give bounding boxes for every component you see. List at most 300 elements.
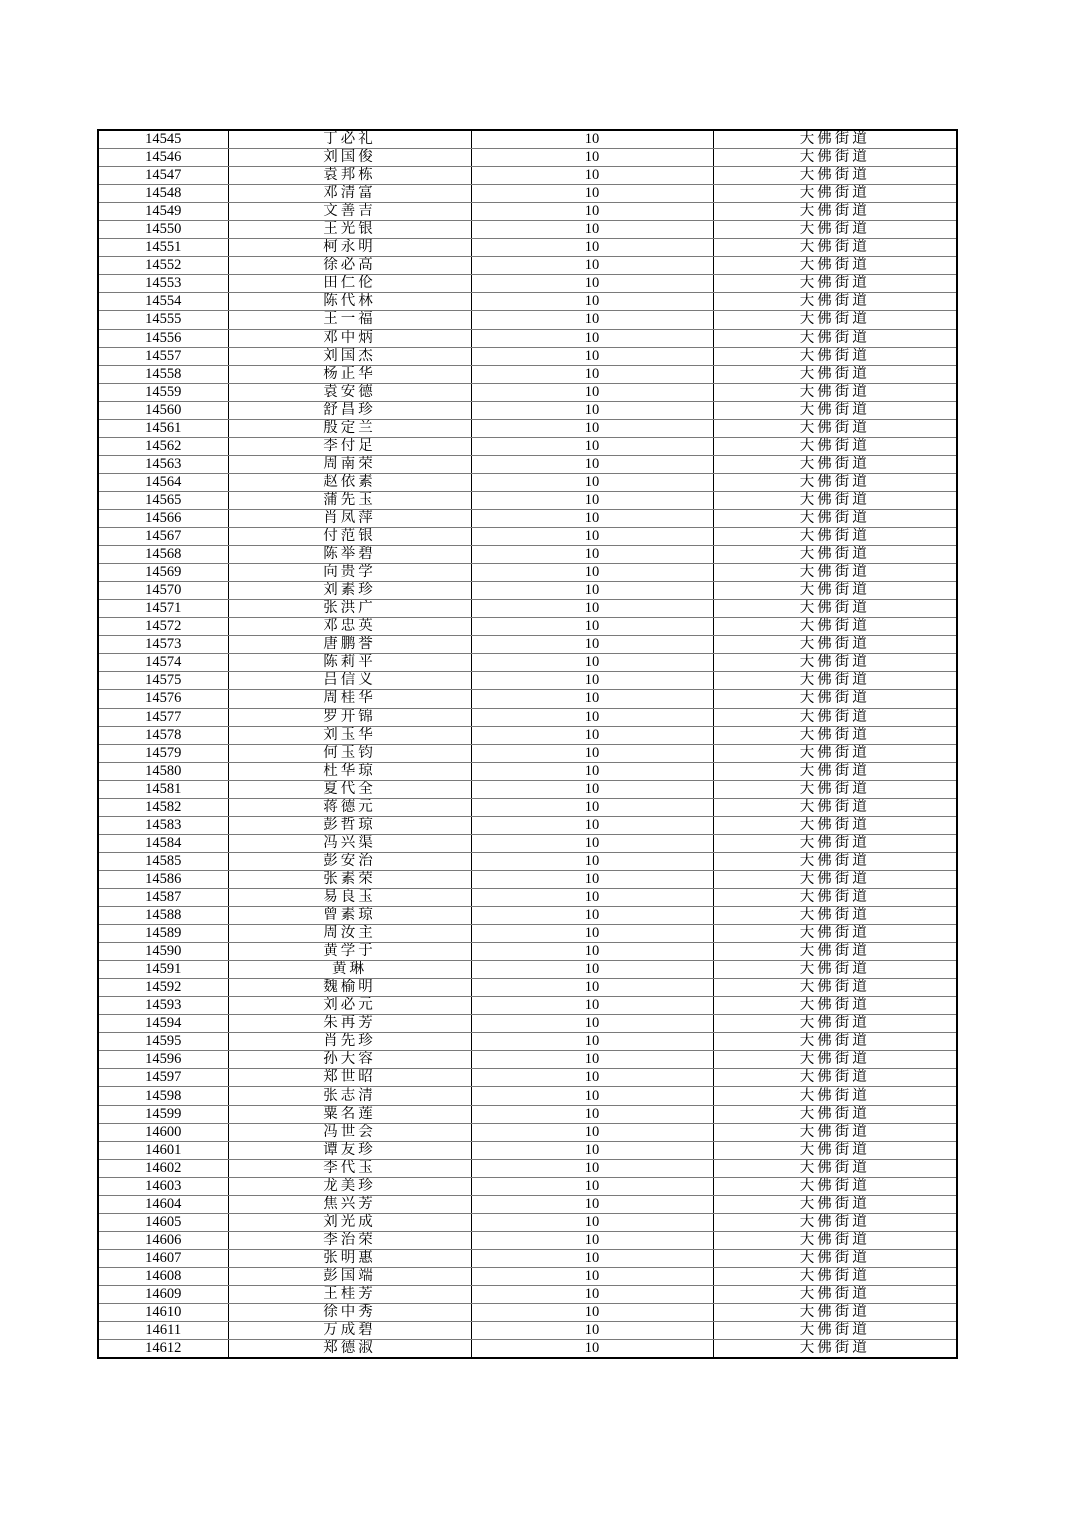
person-name-cell: 张明惠 (228, 1249, 471, 1267)
table-row (98, 221, 957, 239)
street-name-cell: 大佛街道 (713, 816, 957, 834)
table-row (98, 329, 957, 347)
serial-number-cell: 14574 (98, 654, 228, 672)
person-name-cell: 张洪广 (228, 600, 471, 618)
table-row (98, 852, 957, 870)
street-name-cell: 大佛街道 (713, 275, 957, 293)
street-name-cell: 大佛街道 (713, 943, 957, 961)
table-row (98, 311, 957, 329)
person-name-cell: 王光银 (228, 221, 471, 239)
person-name-cell: 夏代全 (228, 780, 471, 798)
amount-cell: 10 (471, 546, 713, 564)
table-row (98, 203, 957, 221)
person-name-cell: 向贵学 (228, 564, 471, 582)
street-name-cell: 大佛街道 (713, 961, 957, 979)
street-name-cell: 大佛街道 (713, 293, 957, 311)
amount-cell: 10 (471, 726, 713, 744)
serial-number-cell: 14592 (98, 979, 228, 997)
street-name-cell: 大佛街道 (713, 329, 957, 347)
street-name-cell: 大佛街道 (713, 1087, 957, 1105)
serial-number-cell: 14594 (98, 1015, 228, 1033)
amount-cell: 10 (471, 1105, 713, 1123)
serial-number-cell: 14566 (98, 509, 228, 527)
serial-number-cell: 14600 (98, 1123, 228, 1141)
amount-cell: 10 (471, 528, 713, 546)
street-name-cell: 大佛街道 (713, 365, 957, 383)
amount-cell: 10 (471, 1267, 713, 1285)
street-name-cell: 大佛街道 (713, 1141, 957, 1159)
street-name-cell: 大佛街道 (713, 780, 957, 798)
person-name-cell: 刘光成 (228, 1213, 471, 1231)
street-name-cell: 大佛街道 (713, 690, 957, 708)
person-name-cell: 邓中炳 (228, 329, 471, 347)
table-row (98, 726, 957, 744)
street-name-cell: 大佛街道 (713, 1177, 957, 1195)
person-name-cell: 周汝主 (228, 925, 471, 943)
table-row (98, 690, 957, 708)
street-name-cell: 大佛街道 (713, 852, 957, 870)
serial-number-cell: 14551 (98, 239, 228, 257)
roster-table-body (98, 130, 957, 1358)
street-name-cell: 大佛街道 (713, 473, 957, 491)
amount-cell: 10 (471, 1213, 713, 1231)
person-name-cell: 刘国杰 (228, 347, 471, 365)
amount-cell: 10 (471, 1340, 713, 1359)
amount-cell: 10 (471, 672, 713, 690)
table-row (98, 1195, 957, 1213)
serial-number-cell: 14604 (98, 1195, 228, 1213)
table-row (98, 257, 957, 275)
amount-cell: 10 (471, 1159, 713, 1177)
table-row (98, 167, 957, 185)
street-name-cell: 大佛街道 (713, 130, 957, 149)
table-row (98, 582, 957, 600)
table-row (98, 1033, 957, 1051)
table-row (98, 239, 957, 257)
street-name-cell: 大佛街道 (713, 437, 957, 455)
person-name-cell: 舒昌珍 (228, 401, 471, 419)
table-row (98, 365, 957, 383)
street-name-cell: 大佛街道 (713, 203, 957, 221)
table-row (98, 943, 957, 961)
street-name-cell: 大佛街道 (713, 1033, 957, 1051)
table-row (98, 1340, 957, 1359)
person-name-cell: 易良玉 (228, 888, 471, 906)
amount-cell: 10 (471, 907, 713, 925)
person-name-cell: 孙大容 (228, 1051, 471, 1069)
table-row (98, 1231, 957, 1249)
person-name-cell: 李代玉 (228, 1159, 471, 1177)
street-name-cell: 大佛街道 (713, 1195, 957, 1213)
table-row (98, 473, 957, 491)
street-name-cell: 大佛街道 (713, 979, 957, 997)
person-name-cell: 魏榆明 (228, 979, 471, 997)
amount-cell: 10 (471, 329, 713, 347)
street-name-cell: 大佛街道 (713, 708, 957, 726)
person-name-cell: 彭安治 (228, 852, 471, 870)
table-row (98, 979, 957, 997)
table-row (98, 1105, 957, 1123)
table-row (98, 401, 957, 419)
serial-number-cell: 14611 (98, 1322, 228, 1340)
table-row (98, 1177, 957, 1195)
amount-cell: 10 (471, 1231, 713, 1249)
serial-number-cell: 14578 (98, 726, 228, 744)
serial-number-cell: 14581 (98, 780, 228, 798)
serial-number-cell: 14596 (98, 1051, 228, 1069)
table-row (98, 1286, 957, 1304)
serial-number-cell: 14603 (98, 1177, 228, 1195)
amount-cell: 10 (471, 130, 713, 149)
table-row (98, 149, 957, 167)
serial-number-cell: 14584 (98, 834, 228, 852)
amount-cell: 10 (471, 1123, 713, 1141)
serial-number-cell: 14568 (98, 546, 228, 564)
serial-number-cell: 14590 (98, 943, 228, 961)
street-name-cell: 大佛街道 (713, 798, 957, 816)
amount-cell: 10 (471, 473, 713, 491)
amount-cell: 10 (471, 852, 713, 870)
amount-cell: 10 (471, 636, 713, 654)
table-row (98, 636, 957, 654)
table-row (98, 1069, 957, 1087)
street-name-cell: 大佛街道 (713, 582, 957, 600)
street-name-cell: 大佛街道 (713, 870, 957, 888)
amount-cell: 10 (471, 654, 713, 672)
person-name-cell: 万成碧 (228, 1322, 471, 1340)
serial-number-cell: 14575 (98, 672, 228, 690)
street-name-cell: 大佛街道 (713, 347, 957, 365)
table-row (98, 961, 957, 979)
serial-number-cell: 14565 (98, 491, 228, 509)
person-name-cell: 罗开锦 (228, 708, 471, 726)
serial-number-cell: 14605 (98, 1213, 228, 1231)
table-row (98, 546, 957, 564)
person-name-cell: 付范银 (228, 528, 471, 546)
table-row (98, 1267, 957, 1285)
person-name-cell: 张志清 (228, 1087, 471, 1105)
amount-cell: 10 (471, 600, 713, 618)
person-name-cell: 朱再芳 (228, 1015, 471, 1033)
amount-cell: 10 (471, 1177, 713, 1195)
amount-cell: 10 (471, 888, 713, 906)
street-name-cell: 大佛街道 (713, 907, 957, 925)
table-row (98, 419, 957, 437)
amount-cell: 10 (471, 744, 713, 762)
serial-number-cell: 14597 (98, 1069, 228, 1087)
table-row (98, 870, 957, 888)
serial-number-cell: 14595 (98, 1033, 228, 1051)
serial-number-cell: 14607 (98, 1249, 228, 1267)
person-name-cell: 袁安德 (228, 383, 471, 401)
street-name-cell: 大佛街道 (713, 762, 957, 780)
amount-cell: 10 (471, 1087, 713, 1105)
serial-number-cell: 14586 (98, 870, 228, 888)
serial-number-cell: 14545 (98, 130, 228, 149)
person-name-cell: 陈举碧 (228, 546, 471, 564)
serial-number-cell: 14559 (98, 383, 228, 401)
table-row (98, 618, 957, 636)
street-name-cell: 大佛街道 (713, 419, 957, 437)
serial-number-cell: 14548 (98, 185, 228, 203)
amount-cell: 10 (471, 347, 713, 365)
person-name-cell: 黄琳 (228, 961, 471, 979)
serial-number-cell: 14612 (98, 1340, 228, 1359)
person-name-cell: 杜华琼 (228, 762, 471, 780)
street-name-cell: 大佛街道 (713, 834, 957, 852)
person-name-cell: 王桂芳 (228, 1286, 471, 1304)
street-name-cell: 大佛街道 (713, 455, 957, 473)
serial-number-cell: 14609 (98, 1286, 228, 1304)
person-name-cell: 徐必高 (228, 257, 471, 275)
person-name-cell: 李付足 (228, 437, 471, 455)
serial-number-cell: 14558 (98, 365, 228, 383)
serial-number-cell: 14550 (98, 221, 228, 239)
amount-cell: 10 (471, 816, 713, 834)
serial-number-cell: 14576 (98, 690, 228, 708)
amount-cell: 10 (471, 1195, 713, 1213)
person-name-cell: 蒲先玉 (228, 491, 471, 509)
person-name-cell: 刘国俊 (228, 149, 471, 167)
person-name-cell: 文善吉 (228, 203, 471, 221)
street-name-cell: 大佛街道 (713, 1159, 957, 1177)
table-row (98, 600, 957, 618)
serial-number-cell: 14552 (98, 257, 228, 275)
serial-number-cell: 14549 (98, 203, 228, 221)
street-name-cell: 大佛街道 (713, 257, 957, 275)
table-row (98, 437, 957, 455)
serial-number-cell: 14553 (98, 275, 228, 293)
table-row (98, 834, 957, 852)
serial-number-cell: 14569 (98, 564, 228, 582)
serial-number-cell: 14570 (98, 582, 228, 600)
serial-number-cell: 14585 (98, 852, 228, 870)
serial-number-cell: 14563 (98, 455, 228, 473)
table-row (98, 907, 957, 925)
amount-cell: 10 (471, 293, 713, 311)
person-name-cell: 田仁伦 (228, 275, 471, 293)
serial-number-cell: 14579 (98, 744, 228, 762)
table-row (98, 1304, 957, 1322)
table-row (98, 672, 957, 690)
person-name-cell: 陈代林 (228, 293, 471, 311)
table-row (98, 185, 957, 203)
person-name-cell: 邓忠英 (228, 618, 471, 636)
street-name-cell: 大佛街道 (713, 509, 957, 527)
serial-number-cell: 14572 (98, 618, 228, 636)
amount-cell: 10 (471, 997, 713, 1015)
serial-number-cell: 14561 (98, 419, 228, 437)
serial-number-cell: 14599 (98, 1105, 228, 1123)
serial-number-cell: 14573 (98, 636, 228, 654)
serial-number-cell: 14555 (98, 311, 228, 329)
person-name-cell: 唐鹏誉 (228, 636, 471, 654)
table-row (98, 798, 957, 816)
table-row (98, 780, 957, 798)
serial-number-cell: 14598 (98, 1087, 228, 1105)
amount-cell: 10 (471, 979, 713, 997)
person-name-cell: 彭国端 (228, 1267, 471, 1285)
person-name-cell: 张素荣 (228, 870, 471, 888)
amount-cell: 10 (471, 257, 713, 275)
person-name-cell: 刘素珍 (228, 582, 471, 600)
amount-cell: 10 (471, 780, 713, 798)
serial-number-cell: 14606 (98, 1231, 228, 1249)
person-name-cell: 刘玉华 (228, 726, 471, 744)
serial-number-cell: 14547 (98, 167, 228, 185)
table-row (98, 762, 957, 780)
table-row (98, 708, 957, 726)
serial-number-cell: 14546 (98, 149, 228, 167)
street-name-cell: 大佛街道 (713, 726, 957, 744)
street-name-cell: 大佛街道 (713, 1123, 957, 1141)
table-row (98, 1123, 957, 1141)
amount-cell: 10 (471, 582, 713, 600)
table-row (98, 509, 957, 527)
table-row (98, 1051, 957, 1069)
amount-cell: 10 (471, 383, 713, 401)
person-name-cell: 曾素琼 (228, 907, 471, 925)
person-name-cell: 黄学于 (228, 943, 471, 961)
table-row (98, 925, 957, 943)
table-row (98, 130, 957, 149)
street-name-cell: 大佛街道 (713, 185, 957, 203)
table-row (98, 888, 957, 906)
serial-number-cell: 14593 (98, 997, 228, 1015)
table-row (98, 997, 957, 1015)
person-name-cell: 郑德淑 (228, 1340, 471, 1359)
person-name-cell: 蒋德元 (228, 798, 471, 816)
table-row (98, 1213, 957, 1231)
street-name-cell: 大佛街道 (713, 1051, 957, 1069)
amount-cell: 10 (471, 1304, 713, 1322)
amount-cell: 10 (471, 618, 713, 636)
person-name-cell: 彭哲琼 (228, 816, 471, 834)
person-name-cell: 陈莉平 (228, 654, 471, 672)
person-name-cell: 殷定兰 (228, 419, 471, 437)
street-name-cell: 大佛街道 (713, 221, 957, 239)
street-name-cell: 大佛街道 (713, 1015, 957, 1033)
amount-cell: 10 (471, 1033, 713, 1051)
table-row (98, 528, 957, 546)
amount-cell: 10 (471, 419, 713, 437)
person-name-cell: 刘必元 (228, 997, 471, 1015)
table-row (98, 1015, 957, 1033)
street-name-cell: 大佛街道 (713, 311, 957, 329)
street-name-cell: 大佛街道 (713, 1322, 957, 1340)
person-name-cell: 吕信义 (228, 672, 471, 690)
street-name-cell: 大佛街道 (799, 1340, 870, 1357)
street-name-cell: 大佛街道 (713, 167, 957, 185)
amount-cell: 10 (471, 491, 713, 509)
table-row (98, 1249, 957, 1267)
street-name-cell: 大佛街道 (713, 600, 957, 618)
amount-cell: 10 (471, 1322, 713, 1340)
street-name-cell: 大佛街道 (713, 1267, 957, 1285)
amount-cell: 10 (471, 509, 713, 527)
amount-cell: 10 (471, 1051, 713, 1069)
table-row (98, 744, 957, 762)
person-name-cell: 冯兴渠 (228, 834, 471, 852)
amount-cell: 10 (471, 1069, 713, 1087)
person-name-cell: 焦兴芳 (228, 1195, 471, 1213)
person-name-cell: 李治荣 (228, 1231, 471, 1249)
street-name-cell: 大佛街道 (713, 1231, 957, 1249)
serial-number-cell: 14564 (98, 473, 228, 491)
amount-cell: 10 (471, 798, 713, 816)
amount-cell: 10 (471, 564, 713, 582)
person-name-cell: 何玉钧 (228, 744, 471, 762)
serial-number-cell: 14610 (98, 1304, 228, 1322)
street-name-cell: 大佛街道 (713, 491, 957, 509)
street-name-cell: 大佛街道 (713, 1105, 957, 1123)
person-name-cell: 杨正华 (228, 365, 471, 383)
person-name-cell: 谭友珍 (228, 1141, 471, 1159)
serial-number-cell: 14567 (98, 528, 228, 546)
street-name-cell: 大佛街道 (713, 149, 957, 167)
amount-cell: 10 (471, 925, 713, 943)
street-name-cell: 大佛街道 (713, 1069, 957, 1087)
amount-cell: 10 (471, 311, 713, 329)
amount-cell: 10 (471, 1141, 713, 1159)
table-row (98, 1087, 957, 1105)
table-row (98, 816, 957, 834)
street-name-cell: 大佛街道 (713, 546, 957, 564)
street-name-cell: 大佛街道 (713, 888, 957, 906)
person-name-cell: 赵依素 (228, 473, 471, 491)
amount-cell: 10 (471, 708, 713, 726)
serial-number-cell: 14608 (98, 1267, 228, 1285)
amount-cell: 10 (471, 185, 713, 203)
serial-number-cell: 14601 (98, 1141, 228, 1159)
person-name-cell: 粟名莲 (228, 1105, 471, 1123)
table-row (98, 564, 957, 582)
amount-cell: 10 (471, 690, 713, 708)
street-name-cell: 大佛街道 (713, 564, 957, 582)
street-name-cell: 大佛街道 (713, 401, 957, 419)
amount-cell: 10 (471, 275, 713, 293)
table-row (98, 654, 957, 672)
serial-number-cell: 14602 (98, 1159, 228, 1177)
table-row (98, 347, 957, 365)
amount-cell: 10 (471, 221, 713, 239)
amount-cell: 10 (471, 167, 713, 185)
table-row (98, 1322, 957, 1340)
amount-cell: 10 (471, 365, 713, 383)
serial-number-cell: 14577 (98, 708, 228, 726)
serial-number-cell: 14571 (98, 600, 228, 618)
amount-cell: 10 (471, 1286, 713, 1304)
amount-cell: 10 (471, 834, 713, 852)
person-name-cell: 肖先珍 (228, 1033, 471, 1051)
person-name-cell: 冯世会 (228, 1123, 471, 1141)
person-name-cell: 袁邦栋 (228, 167, 471, 185)
street-name-cell: 大佛街道 (713, 1304, 957, 1322)
street-name-cell: 大佛街道 (713, 618, 957, 636)
serial-number-cell: 14562 (98, 437, 228, 455)
street-name-cell: 大佛街道 (713, 1213, 957, 1231)
table-row (98, 293, 957, 311)
street-name-cell: 大佛街道 (713, 672, 957, 690)
amount-cell: 10 (471, 1015, 713, 1033)
amount-cell: 10 (471, 149, 713, 167)
table-row (98, 1141, 957, 1159)
amount-cell: 10 (471, 943, 713, 961)
person-name-cell: 柯永明 (228, 239, 471, 257)
table-row (98, 491, 957, 509)
serial-number-cell: 14557 (98, 347, 228, 365)
amount-cell: 10 (471, 239, 713, 257)
